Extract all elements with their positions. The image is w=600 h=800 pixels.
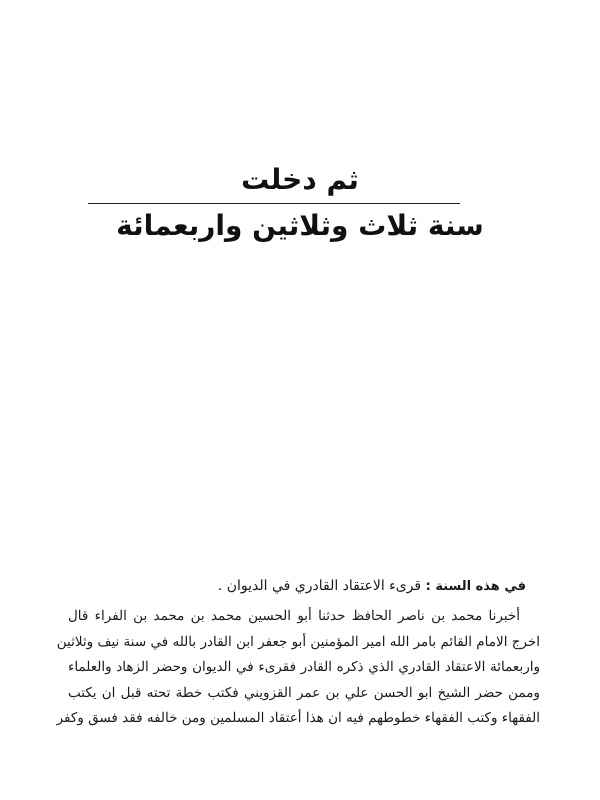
body-line: الفقهاء وكتب الفقهاء خطوطهم فيه ان هذا أعتقاد المسلمين ومن خالفه فقد فسق وكفر (56, 710, 540, 726)
chapter-heading-line-1: ثم دخلت (241, 163, 359, 196)
body-line: اخرج الامام القائم بامر الله امير المؤمنين أبو جعفر ابن القادر بالله في سنة نيف وثلاثين (56, 633, 540, 650)
lead-paragraph (60, 574, 526, 599)
body-line: أخبرنا محمد بن ناصر الحافظ حدثنا أبو الحسين محمد بن محمد بن الفراء قال (68, 608, 520, 624)
body-paragraph (56, 604, 540, 732)
lead-text: قرىء الاعتقاد القادري في الديوان . (217, 578, 422, 594)
body-line: وممن حضر الشيخ ابو الحسن علي بن عمر القزويني فكتب خطة تحته قبل ان يكتب (68, 684, 540, 701)
lead-label: في هذه السنة : (425, 579, 526, 594)
body-line: واربعمائة الاعتقاد القادري الذي ذكره القادر فقرىء في الديوان وحضر الزهاد والعلماء (68, 659, 540, 675)
chapter-heading-line-2: سنة ثلاث وثلاثين واربعمائة (116, 209, 484, 242)
